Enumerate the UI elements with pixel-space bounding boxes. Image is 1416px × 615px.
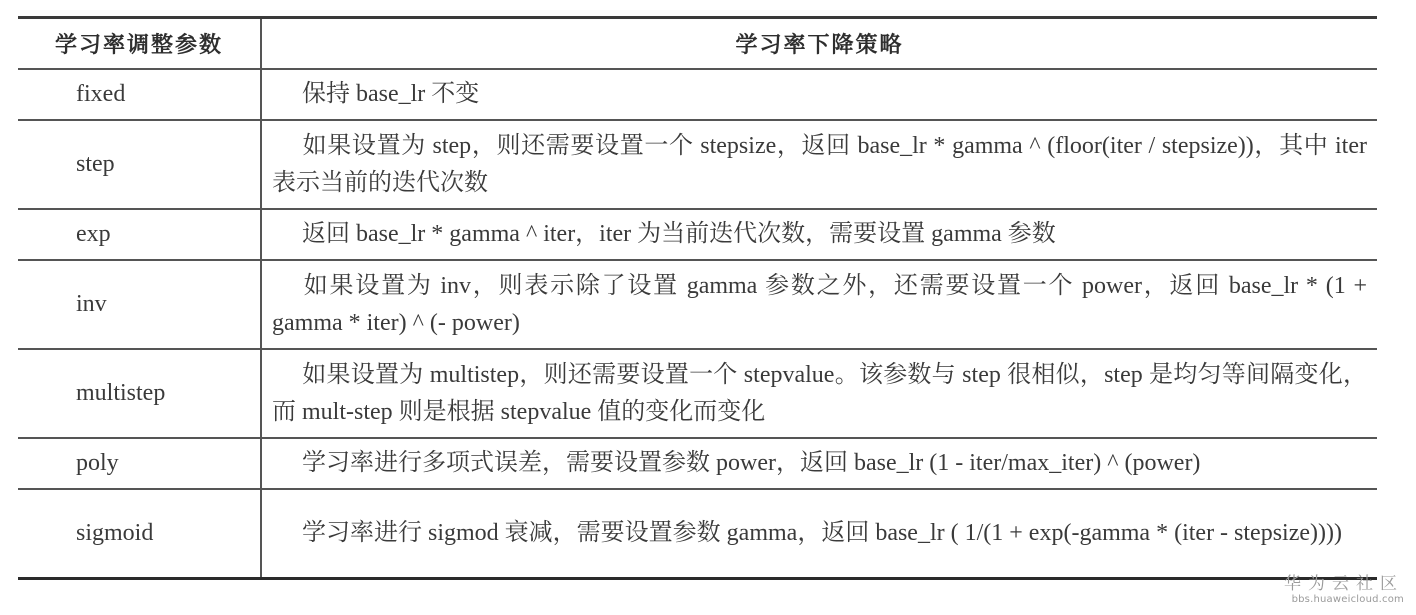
- description-cell: [261, 438, 1377, 489]
- header-param: 学习率调整参数: [18, 18, 261, 70]
- watermark-text: 华为云社区: [1284, 574, 1404, 594]
- param-cell: step: [18, 120, 261, 209]
- watermark: [1284, 574, 1404, 606]
- param-cell: multistep: [18, 349, 261, 438]
- description-cell: [261, 69, 1377, 120]
- watermark-url: bbs.huaweicloud.com: [1291, 594, 1404, 605]
- param-cell: poly: [18, 438, 261, 489]
- description-cell: [261, 120, 1377, 209]
- description-text: 如果设置为 inv，则表示除了设置 gamma 参数之外，还需要设置一个 power，返回 base_lr * (1 + gamma * iter) ^ (- power): [272, 272, 1367, 336]
- description-text: 学习率进行 sigmod 衰减，需要设置参数 gamma，返回 base_lr ( 1/(1 + exp(-gamma * (iter - stepsize)))): [302, 520, 1342, 546]
- description-text: 如果设置为 step，则还需要设置一个 stepsize，返回 base_lr * gamma ^ (floor(iter / stepsize))，其中 iter 表示当前的迭代次数: [272, 132, 1367, 196]
- description-text: 返回 base_lr * gamma ^ iter，iter 为当前迭代次数，需要设置 gamma 参数: [302, 221, 1056, 247]
- learning-rate-policy-table-container: [18, 16, 1377, 580]
- description-cell: [261, 489, 1377, 579]
- learning-rate-policy-table: [18, 16, 1377, 580]
- table-row-exp: [18, 209, 1377, 260]
- param-cell: sigmoid: [18, 489, 261, 579]
- description-text: 学习率进行多项式误差，需要设置参数 power，返回 base_lr (1 - iter/max_iter) ^ (power): [302, 450, 1201, 476]
- table-header-row: [18, 18, 1377, 70]
- description-cell: [261, 260, 1377, 349]
- table-row-sigmoid: [18, 489, 1377, 579]
- description-text: 如果设置为 multistep，则还需要设置一个 stepvalue。该参数与 step 很相似，step 是均匀等间隔变化，而 mult-step 则是根据 stepvalue 值的变化而变化: [272, 361, 1367, 425]
- description-text: 保持 base_lr 不变: [302, 81, 480, 107]
- param-cell: exp: [18, 209, 261, 260]
- header-policy: 学习率下降策略: [261, 18, 1377, 70]
- table-row-multistep: [18, 349, 1377, 438]
- description-cell: [261, 349, 1377, 438]
- table-row-step: [18, 120, 1377, 209]
- description-cell: [261, 209, 1377, 260]
- param-cell: inv: [18, 260, 261, 349]
- param-cell: fixed: [18, 69, 261, 120]
- table-row-poly: [18, 438, 1377, 489]
- table-row-fixed: [18, 69, 1377, 120]
- table-row-inv: [18, 260, 1377, 349]
